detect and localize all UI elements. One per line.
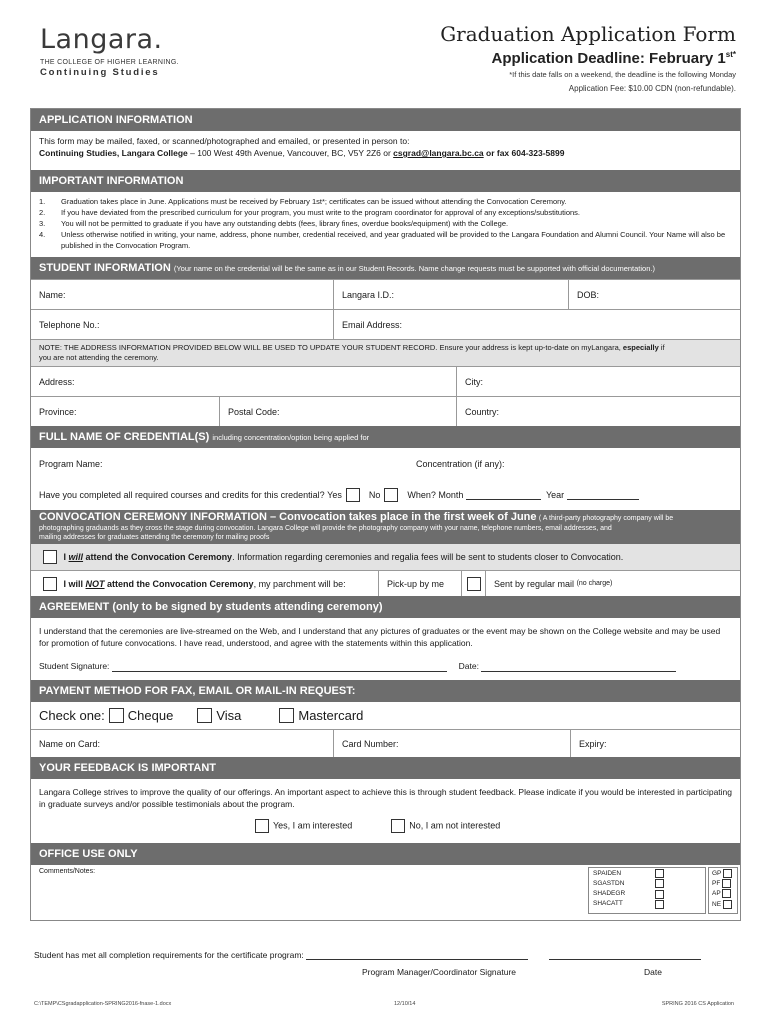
credential-heading (31, 426, 740, 448)
list-item (39, 218, 732, 229)
sgastdn-checkbox[interactable] (655, 879, 664, 888)
completion-text: Student has met all completion requirements for the certificate program: (34, 950, 304, 960)
ap-checkbox[interactable] (722, 889, 731, 898)
visa-checkbox[interactable] (197, 708, 212, 723)
dob-label: DOB: (577, 289, 600, 300)
important-info-list (31, 192, 740, 257)
cheque-checkbox[interactable] (109, 708, 124, 723)
student-info-heading (31, 257, 740, 279)
shacatt-checkbox[interactable] (655, 900, 664, 909)
grade-codes-box (708, 867, 738, 914)
footer-version: SPRING 2016 CS Application (661, 1001, 734, 1007)
mastercard-label: Mastercard (298, 708, 364, 723)
item-number: 4. (39, 230, 46, 239)
payment-method-options (31, 702, 740, 729)
application-deadline (492, 50, 736, 67)
attend-info: . Information regarding ceremonies and regalia fees will be sent to students closer to Convocation. (232, 552, 624, 562)
convocation-note-2: photographing graduands as they cross the stage during convocation. Langara College will provide the photography company with your name, telephone numbers, email addresses, and (39, 525, 612, 532)
item-number: 3. (39, 219, 46, 228)
concentration-label: Concentration (if any): (416, 459, 505, 469)
address-note-end: you are not attending the ceremony. (39, 353, 159, 362)
completion-date-field[interactable] (549, 950, 701, 960)
code-shadegr: SHADEGR (593, 890, 626, 897)
name-id-row (31, 279, 740, 309)
completion-statement (34, 950, 701, 960)
agreement-heading: AGREEMENT (only to be signed by students attending ceremony) (31, 596, 740, 618)
country-label: Country: (465, 406, 500, 417)
visa-label: Visa (216, 708, 242, 723)
record-codes (593, 869, 625, 909)
province-label: Province: (39, 406, 77, 417)
interested-label: Yes, I am interested (273, 820, 353, 831)
agreement-body (31, 618, 740, 680)
not-attend-not: NOT (85, 578, 105, 589)
not-attend-suffix: attend the Convocation Ceremony (104, 578, 254, 589)
address-note-row (31, 339, 740, 366)
program-name-field[interactable] (31, 448, 408, 480)
langara-id-field[interactable] (333, 280, 568, 309)
mail-label: Sent by regular mail (494, 578, 575, 589)
not-attend-row (31, 570, 740, 596)
grade-codes (712, 869, 732, 910)
address-note (31, 340, 740, 366)
cheque-label: Cheque (127, 708, 174, 723)
payment-method-row (31, 702, 740, 729)
card-details-row (31, 729, 740, 757)
grad-email-link[interactable]: csgrad@langara.bc.ca (393, 148, 484, 158)
list-item (39, 229, 732, 251)
feedback-body (31, 779, 740, 843)
email-label: Email Address: (342, 319, 403, 330)
card-number-label: Card Number: (342, 738, 399, 749)
attend-prefix: I (63, 552, 69, 562)
address-city-row (31, 366, 740, 396)
no-label: No (368, 490, 381, 500)
when-month-label: When? Month (407, 490, 464, 500)
yes-label: Yes (327, 490, 342, 500)
grade-gp: GP (712, 870, 722, 878)
card-name-label: Name on Card: (39, 738, 101, 749)
no-checkbox[interactable] (384, 488, 398, 502)
code-checkboxes (655, 869, 664, 910)
logo-tagline: THE COLLEGE OF HIGHER LEARNING. (40, 59, 179, 66)
signature-line (39, 660, 676, 672)
dob-field[interactable] (568, 280, 740, 309)
org-name: Continuing Studies, Langara College (39, 148, 188, 158)
credential-note: including concentration/option being applied for (212, 433, 370, 442)
langara-logo (40, 24, 179, 78)
student-info-note: (Your name on the credential will be the same as in our Student Records. Name change requests must be supported with official documentation.) (173, 264, 655, 273)
country-field[interactable] (456, 397, 740, 426)
mail-option[interactable] (485, 571, 740, 596)
feedback-heading: YOUR FEEDBACK IS IMPORTANT (31, 757, 740, 779)
logo-name: Langara. (40, 24, 163, 55)
pickup-checkbox[interactable] (467, 577, 481, 591)
payment-heading: PAYMENT METHOD FOR FAX, EMAIL OR MAIL-IN REQUEST: (31, 680, 740, 702)
code-shacatt: SHACATT (593, 900, 623, 907)
completion-question-text: Have you completed all required courses and credits for this credential? (39, 490, 325, 500)
record-codes-box (588, 867, 706, 914)
fax-number: or fax 604-323-5899 (483, 148, 565, 158)
province-field[interactable] (31, 397, 219, 426)
grade-ap: AP (712, 890, 721, 898)
postal-code-label: Postal Code: (228, 406, 280, 417)
code-spaiden: SPAIDEN (593, 870, 622, 877)
attend-option (31, 544, 740, 570)
completion-row (31, 480, 740, 510)
phone-email-row (31, 309, 740, 339)
gp-checkbox[interactable] (723, 869, 732, 878)
month-field[interactable] (466, 490, 541, 500)
coordinator-signature-field[interactable] (306, 950, 528, 960)
grade-ne: NE (712, 900, 722, 908)
signature-field[interactable] (112, 662, 447, 672)
postal-code-field[interactable] (219, 397, 456, 426)
footer-path: C:\TEMP\CSgradapplication-SPRING2016-fnase-1.docx (34, 1001, 172, 1007)
pickup-option[interactable] (378, 571, 461, 596)
address-label: Address: (39, 376, 75, 387)
code-sgastdn: SGASTDN (593, 880, 625, 887)
important-info-heading: IMPORTANT INFORMATION (31, 170, 740, 192)
mastercard-checkbox[interactable] (279, 708, 294, 723)
city-label: City: (465, 376, 483, 387)
not-attend-option (31, 571, 378, 596)
submission-address (39, 147, 732, 159)
deadline-superscript: st* (725, 50, 736, 59)
name-field[interactable] (31, 280, 333, 309)
concentration-field[interactable] (408, 448, 740, 480)
item-number: 2. (39, 208, 46, 217)
pf-checkbox[interactable] (722, 879, 731, 888)
application-fee: Application Fee: $10.00 CDN (non-refundable). (568, 84, 736, 93)
not-interested-checkbox[interactable] (391, 819, 405, 833)
mail-note: (no charge) (576, 580, 613, 587)
not-interested-label: No, I am not interested (409, 820, 501, 831)
not-attend-prefix: I will (63, 578, 86, 589)
pickup-checkbox-cell (461, 571, 485, 596)
attend-will: will (68, 552, 84, 562)
deadline-text: Application Deadline: February 1 (491, 50, 726, 67)
email-field[interactable] (333, 310, 740, 339)
address-note-emphasis: especially (622, 343, 659, 352)
item-text: Unless otherwise notified in writing, your name, address, phone number, credential received, and year graduated will be provided to the Langara Foundation and Alumni Council. Your Name will also be published in the Convocation Program. (61, 230, 726, 250)
not-attend-info: , my parchment will be: (253, 578, 346, 589)
signature-date-field[interactable] (481, 662, 676, 672)
convocation-note-1: ( A third-party photography company will be (538, 515, 674, 522)
year-label: Year (545, 490, 565, 500)
signature-caption: Program Manager/Coordinator Signature (362, 967, 517, 977)
address-note-text: NOTE: THE ADDRESS INFORMATION PROVIDED BELOW WILL BE USED TO UPDATE YOUR STUDENT RECORD. Ensure your address is kept up-to-date on myLangara, (39, 343, 623, 352)
city-field[interactable] (456, 367, 740, 396)
pickup-label: Pick-up by me (387, 578, 445, 589)
list-item (39, 196, 732, 207)
office-use-heading: OFFICE USE ONLY (31, 843, 740, 865)
feedback-text: Langara College strives to improve the quality of our offerings. An important aspect to achieve this is through student feedback. Please indicate if you would be interested in participating in graduate surveys and/or possible testimonials about the program. (39, 787, 732, 809)
logo-department: Continuing Studies (40, 67, 160, 78)
expiry-label: Expiry: (579, 738, 607, 749)
item-text: Graduation takes place in June. Applications must be received by February 1st*; certificates can be issued without attending the Convocation Ceremony. (61, 197, 567, 206)
telephone-label: Telephone No.: (39, 319, 100, 330)
feedback-options (251, 819, 500, 833)
office-use-body (31, 865, 740, 920)
weekend-note: *If this date falls on a weekend, the deadline is the following Monday (509, 70, 736, 79)
telephone-field[interactable] (31, 310, 333, 339)
application-info-body (31, 131, 740, 170)
interested-checkbox[interactable] (255, 819, 269, 833)
shadegr-checkbox[interactable] (655, 890, 664, 899)
ne-checkbox[interactable] (723, 900, 732, 909)
form-title: Graduation Application Form (440, 22, 736, 46)
name-label: Name: (39, 289, 66, 300)
attend-row (31, 544, 740, 570)
check-one-label: Check one: (39, 708, 105, 723)
grade-pf: PF (712, 880, 721, 888)
attend-suffix: attend the Convocation Ceremony (83, 552, 233, 562)
form-header (0, 0, 770, 105)
program-row (31, 448, 740, 480)
street-address: – 100 West 49th Avenue, Vancouver, BC, V5Y 2Z6 or (187, 148, 394, 158)
address-note-if: if (658, 343, 665, 352)
student-info-title: STUDENT INFORMATION (39, 262, 171, 274)
yes-checkbox[interactable] (346, 488, 360, 502)
card-name-field[interactable] (31, 730, 333, 757)
year-field[interactable] (567, 490, 639, 500)
comments-label: Comments/Notes: (39, 868, 96, 875)
card-number-field[interactable] (333, 730, 570, 757)
date-label: Date: (458, 661, 479, 671)
list-item (39, 207, 732, 218)
item-number: 1. (39, 197, 46, 206)
footer-date: 12/10/14 (394, 1001, 416, 1007)
convocation-heading (31, 510, 740, 544)
program-name-label: Program Name: (39, 459, 103, 469)
date-caption: Date (644, 967, 662, 977)
credential-title: FULL NAME OF CREDENTIAL(S) (39, 431, 210, 443)
attend-checkbox[interactable] (43, 550, 57, 564)
not-attend-checkbox[interactable] (43, 577, 57, 591)
signature-label: Student Signature: (39, 661, 110, 671)
langara-id-label: Langara I.D.: (342, 289, 395, 300)
province-postal-row (31, 396, 740, 426)
address-field[interactable] (31, 367, 456, 396)
application-form (30, 108, 741, 921)
submission-methods: This form may be mailed, faxed, or scanned/photographed and emailed, or presented in person to: (39, 136, 410, 146)
completion-question (31, 480, 740, 510)
item-text: You will not be permitted to graduate if you have any outstanding debts (fees, library fines, overdue books/equipment) with the College. (61, 219, 509, 228)
agreement-text: I understand that the ceremonies are live-streamed on the Web, and I understand that any pictures of graduates or the event may be shown on the College website and may be used for promotion of future convocations. I have read, understood, and agree with the statements within this application. (39, 626, 721, 648)
expiry-field[interactable] (570, 730, 740, 757)
application-info-heading: APPLICATION INFORMATION (31, 109, 740, 131)
item-text: If you have deviated from the prescribed curriculum for your program, you must write to the program coordinator for approval of any exceptions/substitutions. (61, 208, 580, 217)
convocation-title: CONVOCATION CEREMONY INFORMATION – Convocation takes place in the first week of June (39, 511, 537, 523)
spaiden-checkbox[interactable] (655, 869, 664, 878)
convocation-note-3: mailing addresses for graduates attending the ceremony for mailing proofs (39, 534, 270, 541)
